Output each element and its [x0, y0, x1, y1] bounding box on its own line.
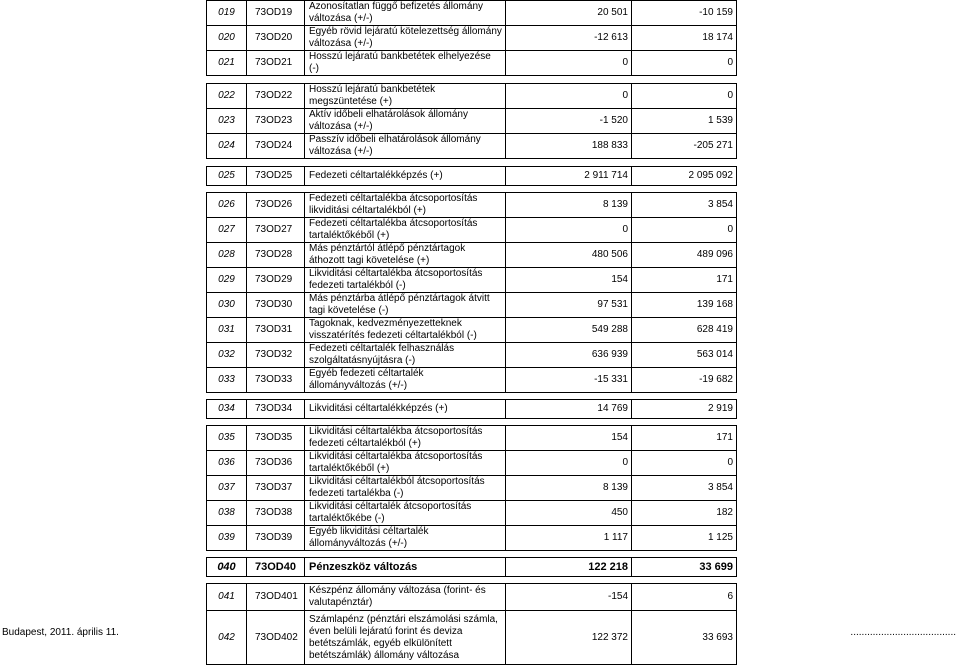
row-value-current: 549 288	[506, 318, 632, 343]
row-value-previous: -19 682	[632, 368, 737, 393]
row-number: 039	[207, 526, 247, 551]
row-code: 73OD34	[247, 400, 305, 419]
row-description: Likviditási céltartalékképzés (+)	[305, 400, 506, 419]
row-value-previous: 0	[632, 451, 737, 476]
row-description: Aktív időbeli elhatárolások állomány változása (+/-)	[305, 109, 506, 134]
table-row	[207, 526, 737, 551]
row-code: 73OD23	[247, 109, 305, 134]
row-value-previous: 182	[632, 501, 737, 526]
row-description: Likviditási céltartalékba átcsoportosítás fedezeti céltartalékból (+)	[305, 426, 506, 451]
row-value-current: 154	[506, 426, 632, 451]
cash-flow-table	[206, 0, 737, 665]
row-spacer	[207, 76, 737, 84]
table-row	[207, 368, 737, 393]
row-value-previous: 171	[632, 426, 737, 451]
row-value-previous: 563 014	[632, 343, 737, 368]
row-number: 025	[207, 167, 247, 186]
row-description: Pénzeszköz változás	[305, 558, 506, 577]
row-value-previous: 3 854	[632, 193, 737, 218]
table-row	[207, 501, 737, 526]
row-spacer-cell	[207, 76, 737, 84]
row-number: 029	[207, 268, 247, 293]
row-code: 73OD37	[247, 476, 305, 501]
row-description: Fedezeti céltartalékba átcsoportosítás likviditási céltartalékból (+)	[305, 193, 506, 218]
row-spacer	[207, 551, 737, 558]
row-code: 73OD26	[247, 193, 305, 218]
table-row	[207, 343, 737, 368]
row-number: 042	[207, 611, 247, 665]
row-spacer-cell	[207, 551, 737, 558]
table-row	[207, 400, 737, 419]
row-value-previous: 139 168	[632, 293, 737, 318]
row-value-previous: 1 539	[632, 109, 737, 134]
table-row	[207, 426, 737, 451]
row-value-current: 0	[506, 451, 632, 476]
row-code: 73OD19	[247, 1, 305, 26]
row-number: 024	[207, 134, 247, 159]
table-row	[207, 584, 737, 611]
table-row	[207, 51, 737, 76]
row-spacer-cell	[207, 159, 737, 167]
cash-flow-table-body	[207, 1, 737, 665]
row-spacer-cell	[207, 186, 737, 193]
row-value-previous: 0	[632, 84, 737, 109]
row-description: Hosszú lejáratú bankbetétek megszüntetése (+)	[305, 84, 506, 109]
row-number: 037	[207, 476, 247, 501]
row-value-current: 0	[506, 84, 632, 109]
row-description: Likviditási céltartalékba átcsoportosítás tartaléktőkéből (+)	[305, 451, 506, 476]
row-value-current: 0	[506, 51, 632, 76]
row-code: 73OD402	[247, 611, 305, 665]
table-row	[207, 167, 737, 186]
row-code: 73OD20	[247, 26, 305, 51]
row-description: Más pénztártól átlépő pénztártagok áthozott tagi követelése (+)	[305, 243, 506, 268]
row-value-previous: 2 095 092	[632, 167, 737, 186]
row-spacer	[207, 186, 737, 193]
row-code: 73OD29	[247, 268, 305, 293]
row-value-current: 8 139	[506, 193, 632, 218]
row-code: 73OD28	[247, 243, 305, 268]
row-number: 030	[207, 293, 247, 318]
row-value-previous: 628 419	[632, 318, 737, 343]
row-value-current: 450	[506, 501, 632, 526]
row-value-current: -12 613	[506, 26, 632, 51]
row-description: Egyéb fedezeti céltartalék állományváltozás (+/-)	[305, 368, 506, 393]
row-value-current: 480 506	[506, 243, 632, 268]
footer	[0, 627, 960, 638]
row-value-current: 14 769	[506, 400, 632, 419]
row-spacer-cell	[207, 393, 737, 400]
row-number: 041	[207, 584, 247, 611]
row-number: 021	[207, 51, 247, 76]
row-number: 019	[207, 1, 247, 26]
row-description: Egyéb likviditási céltartalék állományváltozás (+/-)	[305, 526, 506, 551]
table-row	[207, 109, 737, 134]
row-description: Fedezeti céltartalékba átcsoportosítás tartaléktőkéből (+)	[305, 218, 506, 243]
row-number: 023	[207, 109, 247, 134]
row-number: 020	[207, 26, 247, 51]
row-code: 73OD36	[247, 451, 305, 476]
row-value-previous: 1 125	[632, 526, 737, 551]
row-value-current: 8 139	[506, 476, 632, 501]
table-row	[207, 243, 737, 268]
row-description: Fedezeti céltartalék felhasználás szolgáltatásnyújtásra (-)	[305, 343, 506, 368]
row-code: 73OD35	[247, 426, 305, 451]
row-description: Fedezeti céltartalékképzés (+)	[305, 167, 506, 186]
row-spacer	[207, 419, 737, 426]
row-code: 73OD31	[247, 318, 305, 343]
row-value-previous: 171	[632, 268, 737, 293]
row-value-current: 122 218	[506, 558, 632, 577]
row-value-previous: 6	[632, 584, 737, 611]
row-number: 026	[207, 193, 247, 218]
row-value-current: -154	[506, 584, 632, 611]
row-code: 73OD25	[247, 167, 305, 186]
row-description: Tagoknak, kedvezményezetteknek visszatérítés fedezeti céltartalékból (-)	[305, 318, 506, 343]
row-number: 035	[207, 426, 247, 451]
row-value-current: 20 501	[506, 1, 632, 26]
row-spacer-cell	[207, 577, 737, 584]
table-row	[207, 318, 737, 343]
row-value-current: 636 939	[506, 343, 632, 368]
row-value-previous: 2 919	[632, 400, 737, 419]
table-row	[207, 476, 737, 501]
row-code: 73OD21	[247, 51, 305, 76]
row-number: 028	[207, 243, 247, 268]
row-value-current: 188 833	[506, 134, 632, 159]
row-number: 034	[207, 400, 247, 419]
row-value-previous: 0	[632, 218, 737, 243]
row-number: 040	[207, 558, 247, 577]
row-description: Számlapénz (pénztári elszámolási számla, éven belüli lejáratú forint és deviza betétszámlák, egyéb elkülönített betétszámlák) állomány változása	[305, 611, 506, 665]
row-value-current: 0	[506, 218, 632, 243]
row-spacer-cell	[207, 419, 737, 426]
table-row	[207, 84, 737, 109]
row-code: 73OD38	[247, 501, 305, 526]
row-code: 73OD24	[247, 134, 305, 159]
row-value-current: 2 911 714	[506, 167, 632, 186]
row-description: Likviditási céltartalék átcsoportosítás tartaléktőkébe (-)	[305, 501, 506, 526]
footer-place-date: Budapest, 2011. április 11.	[2, 627, 119, 638]
table-row	[207, 134, 737, 159]
row-number: 036	[207, 451, 247, 476]
footer-signature-dots: ......................................	[850, 627, 956, 638]
table-row	[207, 451, 737, 476]
row-code: 73OD30	[247, 293, 305, 318]
row-value-previous: -10 159	[632, 1, 737, 26]
row-value-current: 1 117	[506, 526, 632, 551]
row-description: Készpénz állomány változása (forint- és valutapénztár)	[305, 584, 506, 611]
row-description: Egyéb rövid lejáratú kötelezettség állomány változása (+/-)	[305, 26, 506, 51]
row-spacer	[207, 393, 737, 400]
row-number: 032	[207, 343, 247, 368]
table-row	[207, 26, 737, 51]
row-value-current: -1 520	[506, 109, 632, 134]
row-code: 73OD33	[247, 368, 305, 393]
row-description: Likviditási céltartalékból átcsoportosítás fedezeti tartalékba (-)	[305, 476, 506, 501]
row-number: 033	[207, 368, 247, 393]
row-spacer	[207, 159, 737, 167]
row-code: 73OD22	[247, 84, 305, 109]
row-number: 022	[207, 84, 247, 109]
row-value-current: 122 372	[506, 611, 632, 665]
row-description: Passzív időbeli elhatárolások állomány változása (+/-)	[305, 134, 506, 159]
row-code: 73OD401	[247, 584, 305, 611]
row-value-current: 97 531	[506, 293, 632, 318]
row-number: 027	[207, 218, 247, 243]
row-spacer	[207, 577, 737, 584]
row-code: 73OD32	[247, 343, 305, 368]
row-value-previous: 33 699	[632, 558, 737, 577]
row-description: Azonosítatlan függő befizetés állomány változása (+/-)	[305, 1, 506, 26]
table-row	[207, 293, 737, 318]
table-row	[207, 218, 737, 243]
table-row	[207, 1, 737, 26]
row-value-current: -15 331	[506, 368, 632, 393]
row-description: Likviditási céltartalékba átcsoportosítás fedezeti tartalékból (-)	[305, 268, 506, 293]
row-code: 73OD39	[247, 526, 305, 551]
row-value-previous: -205 271	[632, 134, 737, 159]
row-value-previous: 0	[632, 51, 737, 76]
row-value-previous: 18 174	[632, 26, 737, 51]
row-value-previous: 489 096	[632, 243, 737, 268]
table-row	[207, 193, 737, 218]
row-description: Más pénztárba átlépő pénztártagok átvitt tagi követelése (-)	[305, 293, 506, 318]
row-code: 73OD40	[247, 558, 305, 577]
row-number: 031	[207, 318, 247, 343]
row-value-previous: 33 693	[632, 611, 737, 665]
table-row	[207, 268, 737, 293]
table-row	[207, 558, 737, 577]
row-value-previous: 3 854	[632, 476, 737, 501]
row-code: 73OD27	[247, 218, 305, 243]
row-description: Hosszú lejáratú bankbetétek elhelyezése (-)	[305, 51, 506, 76]
row-number: 038	[207, 501, 247, 526]
row-value-current: 154	[506, 268, 632, 293]
